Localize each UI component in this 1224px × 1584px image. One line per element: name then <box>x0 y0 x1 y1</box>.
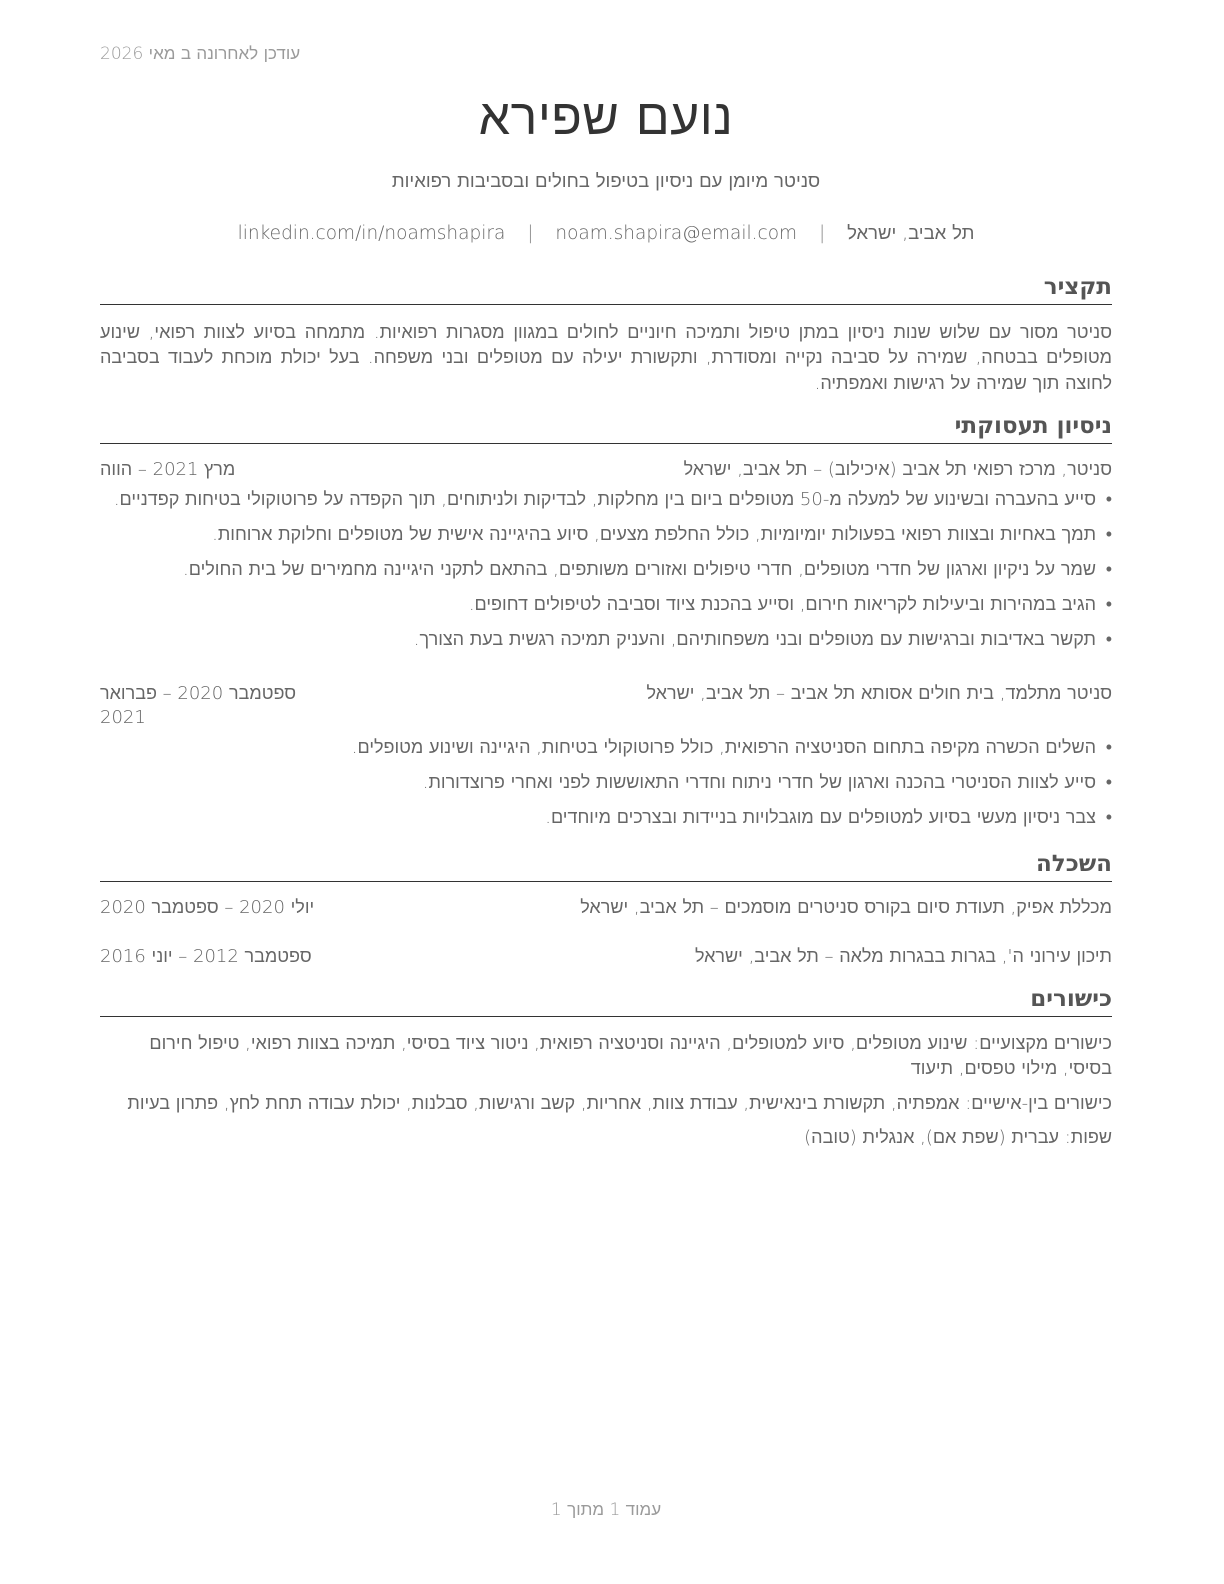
education-dates: יולי 2020 – ספטמבר 2020 <box>100 896 315 918</box>
list-item: • סייע בהעברה ובשינוע של למעלה מ-50 מטופלים ביום בין מחלקות, לבדיקות ולניתוחים, תוך הקפדה על פרוטוקולי בטיחות קפדניים. <box>100 488 1112 512</box>
job-dates: ספטמבר 2020 – פברואר 2021 <box>100 682 297 728</box>
job-header <box>100 458 1112 482</box>
list-item: • שמר על ניקיון וארגון של חדרי מטופלים, חדרי טיפולים ואזורים משותפים, בהתאם לתקני היגיינה מחמירים של בית החולים. <box>100 558 1112 582</box>
education-item <box>100 945 1112 969</box>
education-heading: השכלה <box>100 851 1112 882</box>
languages: שפות: עברית (שפת אם), אנגלית (טובה) <box>804 1126 1112 1148</box>
professional-skills: כישורים מקצועיים: שינוע מטופלים, סיוע למטופלים, היגיינה וסניטציה רפואית, ניטור ציוד בסיסי, תמיכה בצוות רפואי, טיפול חירום בסיסי, מילוי טפסים, תיעוד <box>149 1032 1112 1079</box>
summary-section <box>100 274 1112 396</box>
list-item: • צבר ניסיון מעשי בסיוע למטופלים עם מוגבלויות בניידות ובצרכים מיוחדים. <box>100 806 1112 830</box>
resume-page <box>100 0 1112 1584</box>
job-dates: מרץ 2021 – הווה <box>100 458 236 480</box>
interpersonal-skills: כישורים בין-אישיים: אמפתיה, תקשורת בינאישית, עבודת צוות, אחריות, קשב ורגישות, סבלנות, יכולת עבודה תחת לחץ, פתרון בעיות <box>127 1092 1112 1114</box>
education-title: מכללת אפיק, תעודת סיום בקורס סניטרים מוסמכים – תל אביב, ישראל <box>580 896 1112 918</box>
candidate-name: נועם שפירא <box>478 88 734 146</box>
education-dates: ספטמבר 2012 – יוני 2016 <box>100 945 312 967</box>
job-bullets <box>100 488 1112 652</box>
skills-heading: כישורים <box>100 986 1112 1017</box>
list-item: • תקשר באדיבות וברגישות עם מטופלים ובני משפחותיהם, והעניק תמיכה רגשית בעת הצורך. <box>100 628 1112 652</box>
list-item: • סייע לצוות הסניטרי בהכנה וארגון של חדרי ניתוח וחדרי התאוששות לפני ואחרי פרוצדורות. <box>100 771 1112 795</box>
education-section <box>100 851 1112 969</box>
experience-heading: ניסיון תעסוקתי <box>100 413 1112 444</box>
job-title: סניטר מתלמד, בית חולים אסותא תל אביב – תל אביב, ישראל <box>646 682 1112 704</box>
page-number: עמוד 1 מתוך 1 <box>550 1500 662 1520</box>
summary-text: סניטר מסור עם שלוש שנות ניסיון במתן טיפול ותמיכה חיוניים לחולים במגוון מסגרות רפואיות. מתמחה בסיוע לצוות רפואי, שינוע מטופלים בבטחה, שמירה על סביבה נקייה ומסודרת, ותקשורת יעילה עם מטופלים ובני משפחה. בעל יכולת מוכחת לעבוד בסביבה לחוצה תוך שמירה על רגישות ואמפתיה. <box>100 321 1112 394</box>
job-bullets <box>100 736 1112 830</box>
tagline: סניטר מיומן עם ניסיון בטיפול בחולים ובסביבות רפואיות <box>391 171 821 192</box>
list-item: • תמך באחיות ובצוות רפואי בפעולות יומיומיות, כולל החלפת מצעים, סיוע בהיגיינה אישית של מטופלים וחלוקת ארוחות. <box>100 523 1112 547</box>
contact-line <box>100 222 1112 244</box>
skills-section <box>100 986 1112 1150</box>
job-entry <box>100 458 1112 652</box>
education-title: תיכון עירוני ה', בגרות בבגרות מלאה – תל אביב, ישראל <box>694 945 1112 967</box>
contact-separator: | <box>527 223 534 244</box>
experience-section <box>100 413 1112 830</box>
job-title: סניטר, מרכז רפואי תל אביב (איכילוב) – תל אביב, ישראל <box>683 458 1112 480</box>
last-updated: עודכן לאחרונה ב מאי 2026 <box>100 44 301 64</box>
summary-heading: תקציר <box>100 274 1112 305</box>
email-link[interactable]: noam.shapira@email.com <box>555 223 798 244</box>
job-header <box>100 682 1112 730</box>
job-entry <box>100 682 1112 830</box>
list-item: • השלים הכשרה מקיפה בתחום הסניטציה הרפואית, כולל פרוטוקולי בטיחות, היגיינה ושינוע מטופלים. <box>100 736 1112 760</box>
location: תל אביב, ישראל <box>847 223 975 244</box>
linkedin-link[interactable]: linkedin.com/in/noamshapira <box>237 223 506 244</box>
list-item: • הגיב במהירות וביעילות לקריאות חירום, וסייע בהכנת ציוד וסביבה לטיפולים דחופים. <box>100 593 1112 617</box>
education-item <box>100 896 1112 920</box>
contact-separator: | <box>818 223 826 244</box>
